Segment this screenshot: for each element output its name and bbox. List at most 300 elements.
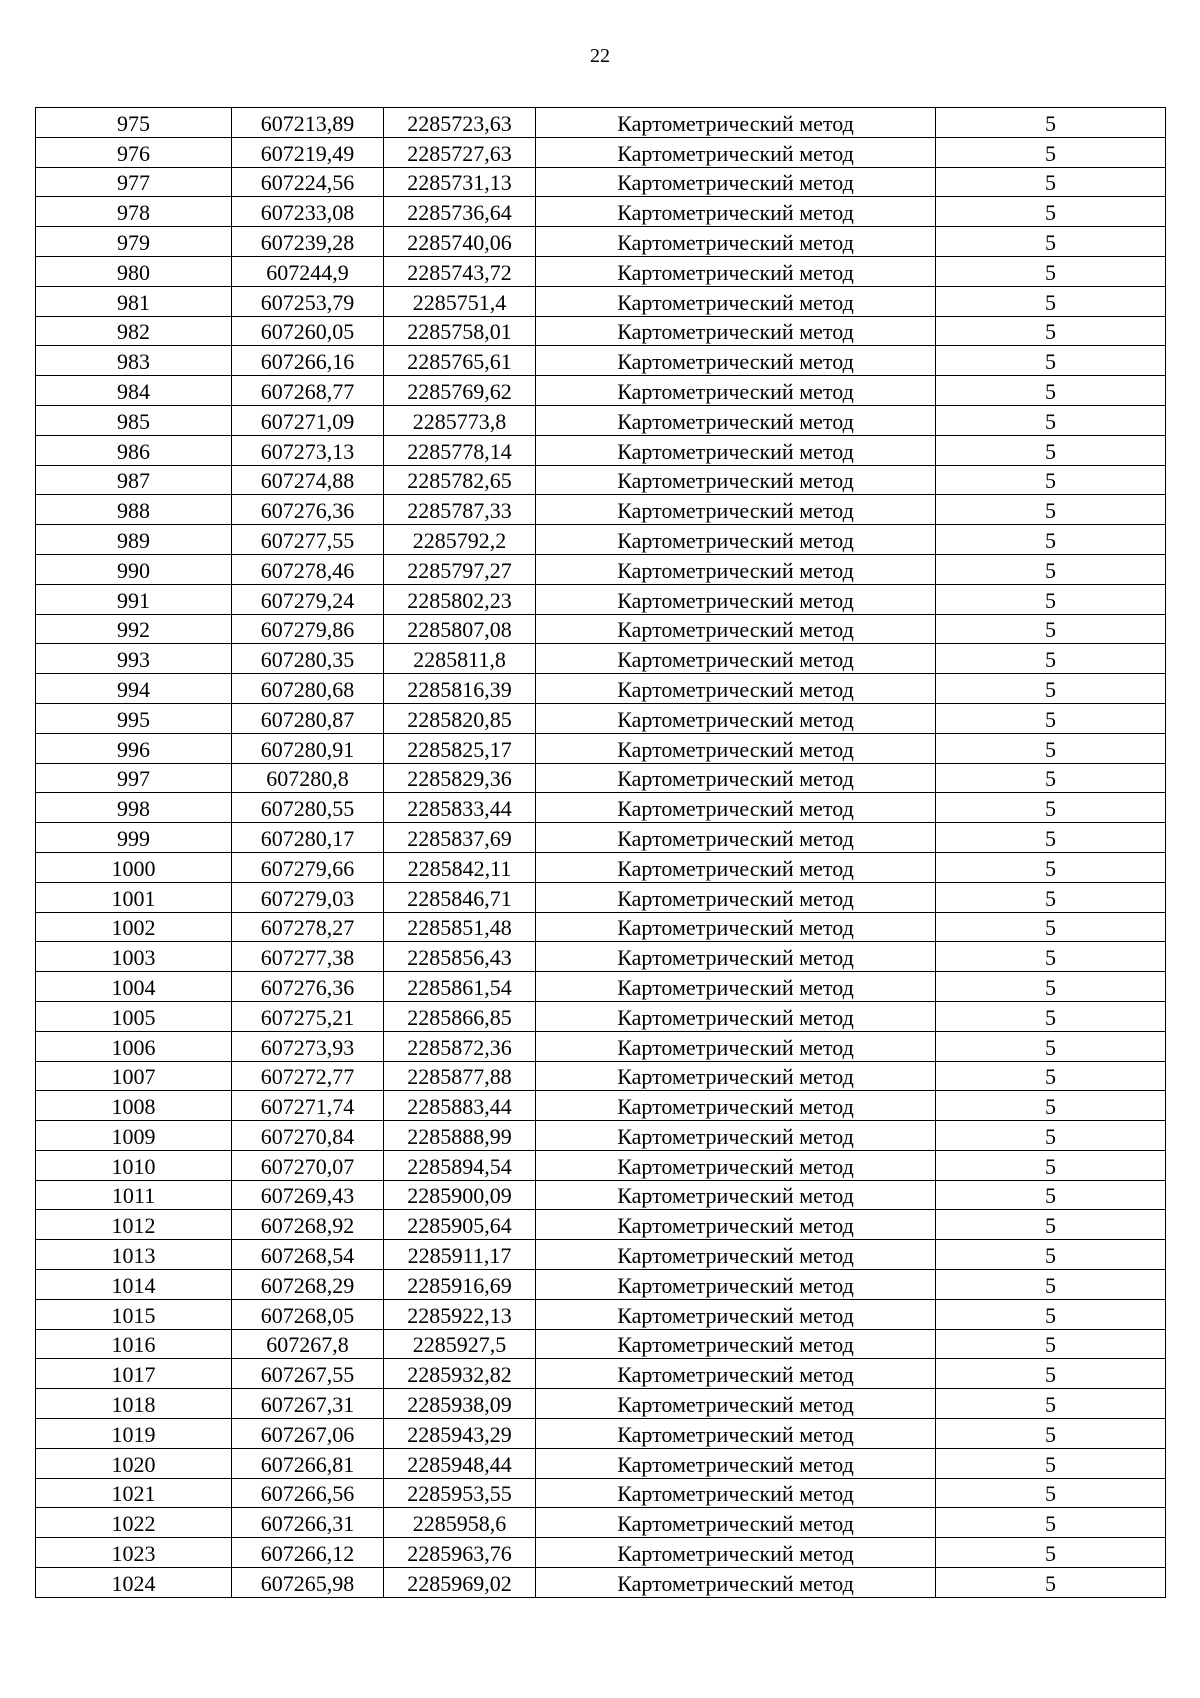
y-coordinate-cell: 2285856,43 (384, 942, 536, 972)
y-coordinate-cell: 2285922,13 (384, 1299, 536, 1329)
accuracy-cell: 5 (936, 1568, 1166, 1598)
accuracy-cell: 5 (936, 763, 1166, 793)
x-coordinate-cell: 607268,54 (232, 1240, 384, 1270)
point-number-cell: 976 (36, 137, 232, 167)
accuracy-cell: 5 (936, 972, 1166, 1002)
method-cell: Картометрический метод (536, 703, 936, 733)
y-coordinate-cell: 2285740,06 (384, 227, 536, 257)
accuracy-cell: 5 (936, 137, 1166, 167)
y-coordinate-cell: 2285782,65 (384, 465, 536, 495)
y-coordinate-cell: 2285948,44 (384, 1448, 536, 1478)
method-cell: Картометрический метод (536, 197, 936, 227)
coordinates-table (35, 107, 1166, 1598)
method-cell: Картометрический метод (536, 525, 936, 555)
x-coordinate-cell: 607239,28 (232, 227, 384, 257)
y-coordinate-cell: 2285963,76 (384, 1538, 536, 1568)
table-row (36, 942, 1166, 972)
method-cell: Картометрический метод (536, 1568, 936, 1598)
point-number-cell: 998 (36, 793, 232, 823)
method-cell: Картометрический метод (536, 1448, 936, 1478)
accuracy-cell: 5 (936, 227, 1166, 257)
x-coordinate-cell: 607260,05 (232, 316, 384, 346)
y-coordinate-cell: 2285932,82 (384, 1359, 536, 1389)
table-row (36, 852, 1166, 882)
point-number-cell: 984 (36, 376, 232, 406)
point-number-cell: 978 (36, 197, 232, 227)
accuracy-cell: 5 (936, 1419, 1166, 1449)
table-row (36, 1389, 1166, 1419)
table-row (36, 256, 1166, 286)
x-coordinate-cell: 607280,8 (232, 763, 384, 793)
table-row (36, 1001, 1166, 1031)
point-number-cell: 1013 (36, 1240, 232, 1270)
table-row (36, 405, 1166, 435)
accuracy-cell: 5 (936, 912, 1166, 942)
point-number-cell: 989 (36, 525, 232, 555)
point-number-cell: 1015 (36, 1299, 232, 1329)
table-row (36, 644, 1166, 674)
point-number-cell: 975 (36, 108, 232, 138)
y-coordinate-cell: 2285833,44 (384, 793, 536, 823)
y-coordinate-cell: 2285872,36 (384, 1031, 536, 1061)
y-coordinate-cell: 2285851,48 (384, 912, 536, 942)
x-coordinate-cell: 607273,93 (232, 1031, 384, 1061)
method-cell: Картометрический метод (536, 256, 936, 286)
method-cell: Картометрический метод (536, 972, 936, 1002)
point-number-cell: 995 (36, 703, 232, 733)
method-cell: Картометрический метод (536, 1001, 936, 1031)
table-row (36, 1091, 1166, 1121)
x-coordinate-cell: 607272,77 (232, 1061, 384, 1091)
point-number-cell: 997 (36, 763, 232, 793)
y-coordinate-cell: 2285866,85 (384, 1001, 536, 1031)
y-coordinate-cell: 2285911,17 (384, 1240, 536, 1270)
x-coordinate-cell: 607280,17 (232, 823, 384, 853)
accuracy-cell: 5 (936, 823, 1166, 853)
y-coordinate-cell: 2285825,17 (384, 733, 536, 763)
point-number-cell: 1009 (36, 1121, 232, 1151)
point-number-cell: 1006 (36, 1031, 232, 1061)
y-coordinate-cell: 2285861,54 (384, 972, 536, 1002)
point-number-cell: 990 (36, 554, 232, 584)
y-coordinate-cell: 2285894,54 (384, 1150, 536, 1180)
method-cell: Картометрический метод (536, 1270, 936, 1300)
point-number-cell: 1004 (36, 972, 232, 1002)
coordinates-table-body (36, 108, 1166, 1598)
accuracy-cell: 5 (936, 1478, 1166, 1508)
table-row (36, 554, 1166, 584)
accuracy-cell: 5 (936, 316, 1166, 346)
x-coordinate-cell: 607274,88 (232, 465, 384, 495)
y-coordinate-cell: 2285797,27 (384, 554, 536, 584)
x-coordinate-cell: 607224,56 (232, 167, 384, 197)
table-row (36, 1508, 1166, 1538)
x-coordinate-cell: 607268,77 (232, 376, 384, 406)
x-coordinate-cell: 607277,55 (232, 525, 384, 555)
method-cell: Картометрический метод (536, 1061, 936, 1091)
accuracy-cell: 5 (936, 882, 1166, 912)
method-cell: Картометрический метод (536, 1121, 936, 1151)
x-coordinate-cell: 607265,98 (232, 1568, 384, 1598)
table-row (36, 376, 1166, 406)
x-coordinate-cell: 607219,49 (232, 137, 384, 167)
y-coordinate-cell: 2285751,4 (384, 286, 536, 316)
table-row (36, 227, 1166, 257)
method-cell: Картометрический метод (536, 823, 936, 853)
method-cell: Картометрический метод (536, 316, 936, 346)
x-coordinate-cell: 607267,8 (232, 1329, 384, 1359)
table-row (36, 793, 1166, 823)
y-coordinate-cell: 2285773,8 (384, 405, 536, 435)
table-row (36, 346, 1166, 376)
table-row (36, 495, 1166, 525)
method-cell: Картометрический метод (536, 137, 936, 167)
x-coordinate-cell: 607266,16 (232, 346, 384, 376)
method-cell: Картометрический метод (536, 1389, 936, 1419)
point-number-cell: 996 (36, 733, 232, 763)
x-coordinate-cell: 607270,07 (232, 1150, 384, 1180)
accuracy-cell: 5 (936, 1210, 1166, 1240)
point-number-cell: 1016 (36, 1329, 232, 1359)
accuracy-cell: 5 (936, 525, 1166, 555)
x-coordinate-cell: 607267,06 (232, 1419, 384, 1449)
y-coordinate-cell: 2285820,85 (384, 703, 536, 733)
y-coordinate-cell: 2285943,29 (384, 1419, 536, 1449)
accuracy-cell: 5 (936, 1270, 1166, 1300)
table-row (36, 584, 1166, 614)
method-cell: Картометрический метод (536, 1329, 936, 1359)
point-number-cell: 980 (36, 256, 232, 286)
accuracy-cell: 5 (936, 1180, 1166, 1210)
accuracy-cell: 5 (936, 1359, 1166, 1389)
table-row (36, 1419, 1166, 1449)
point-number-cell: 999 (36, 823, 232, 853)
method-cell: Картометрический метод (536, 852, 936, 882)
x-coordinate-cell: 607279,24 (232, 584, 384, 614)
point-number-cell: 986 (36, 435, 232, 465)
table-row (36, 1121, 1166, 1151)
accuracy-cell: 5 (936, 1448, 1166, 1478)
table-row (36, 1210, 1166, 1240)
x-coordinate-cell: 607267,31 (232, 1389, 384, 1419)
x-coordinate-cell: 607276,36 (232, 972, 384, 1002)
table-row (36, 703, 1166, 733)
table-row (36, 1240, 1166, 1270)
x-coordinate-cell: 607268,05 (232, 1299, 384, 1329)
x-coordinate-cell: 607279,66 (232, 852, 384, 882)
y-coordinate-cell: 2285900,09 (384, 1180, 536, 1210)
x-coordinate-cell: 607271,09 (232, 405, 384, 435)
table-row (36, 465, 1166, 495)
accuracy-cell: 5 (936, 346, 1166, 376)
x-coordinate-cell: 607268,92 (232, 1210, 384, 1240)
accuracy-cell: 5 (936, 1299, 1166, 1329)
method-cell: Картометрический метод (536, 1478, 936, 1508)
method-cell: Картометрический метод (536, 793, 936, 823)
table-row (36, 137, 1166, 167)
table-row (36, 823, 1166, 853)
table-row (36, 197, 1166, 227)
method-cell: Картометрический метод (536, 227, 936, 257)
x-coordinate-cell: 607266,81 (232, 1448, 384, 1478)
point-number-cell: 1010 (36, 1150, 232, 1180)
point-number-cell: 979 (36, 227, 232, 257)
point-number-cell: 1018 (36, 1389, 232, 1419)
method-cell: Картометрический метод (536, 882, 936, 912)
point-number-cell: 993 (36, 644, 232, 674)
y-coordinate-cell: 2285877,88 (384, 1061, 536, 1091)
accuracy-cell: 5 (936, 1031, 1166, 1061)
y-coordinate-cell: 2285837,69 (384, 823, 536, 853)
method-cell: Картометрический метод (536, 1508, 936, 1538)
point-number-cell: 1024 (36, 1568, 232, 1598)
point-number-cell: 981 (36, 286, 232, 316)
y-coordinate-cell: 2285842,11 (384, 852, 536, 882)
table-row (36, 972, 1166, 1002)
method-cell: Картометрический метод (536, 1180, 936, 1210)
x-coordinate-cell: 607278,27 (232, 912, 384, 942)
point-number-cell: 1005 (36, 1001, 232, 1031)
y-coordinate-cell: 2285969,02 (384, 1568, 536, 1598)
accuracy-cell: 5 (936, 1091, 1166, 1121)
method-cell: Картометрический метод (536, 674, 936, 704)
method-cell: Картометрический метод (536, 1031, 936, 1061)
method-cell: Картометрический метод (536, 1210, 936, 1240)
point-number-cell: 1007 (36, 1061, 232, 1091)
accuracy-cell: 5 (936, 435, 1166, 465)
table-row (36, 1150, 1166, 1180)
method-cell: Картометрический метод (536, 1538, 936, 1568)
accuracy-cell: 5 (936, 197, 1166, 227)
x-coordinate-cell: 607213,89 (232, 108, 384, 138)
y-coordinate-cell: 2285792,2 (384, 525, 536, 555)
accuracy-cell: 5 (936, 256, 1166, 286)
accuracy-cell: 5 (936, 674, 1166, 704)
y-coordinate-cell: 2285743,72 (384, 256, 536, 286)
x-coordinate-cell: 607280,91 (232, 733, 384, 763)
method-cell: Картометрический метод (536, 554, 936, 584)
x-coordinate-cell: 607280,87 (232, 703, 384, 733)
accuracy-cell: 5 (936, 793, 1166, 823)
table-row (36, 1359, 1166, 1389)
x-coordinate-cell: 607266,56 (232, 1478, 384, 1508)
accuracy-cell: 5 (936, 1061, 1166, 1091)
point-number-cell: 1012 (36, 1210, 232, 1240)
accuracy-cell: 5 (936, 703, 1166, 733)
y-coordinate-cell: 2285736,64 (384, 197, 536, 227)
y-coordinate-cell: 2285888,99 (384, 1121, 536, 1151)
point-number-cell: 1003 (36, 942, 232, 972)
y-coordinate-cell: 2285927,5 (384, 1329, 536, 1359)
method-cell: Картометрический метод (536, 1091, 936, 1121)
table-row (36, 435, 1166, 465)
method-cell: Картометрический метод (536, 108, 936, 138)
point-number-cell: 1000 (36, 852, 232, 882)
method-cell: Картометрический метод (536, 376, 936, 406)
x-coordinate-cell: 607244,9 (232, 256, 384, 286)
accuracy-cell: 5 (936, 376, 1166, 406)
y-coordinate-cell: 2285758,01 (384, 316, 536, 346)
method-cell: Картометрический метод (536, 942, 936, 972)
y-coordinate-cell: 2285727,63 (384, 137, 536, 167)
y-coordinate-cell: 2285883,44 (384, 1091, 536, 1121)
method-cell: Картометрический метод (536, 1299, 936, 1329)
method-cell: Картометрический метод (536, 614, 936, 644)
method-cell: Картометрический метод (536, 1359, 936, 1389)
x-coordinate-cell: 607280,68 (232, 674, 384, 704)
x-coordinate-cell: 607273,13 (232, 435, 384, 465)
accuracy-cell: 5 (936, 733, 1166, 763)
accuracy-cell: 5 (936, 286, 1166, 316)
point-number-cell: 1020 (36, 1448, 232, 1478)
x-coordinate-cell: 607233,08 (232, 197, 384, 227)
accuracy-cell: 5 (936, 495, 1166, 525)
y-coordinate-cell: 2285731,13 (384, 167, 536, 197)
x-coordinate-cell: 607275,21 (232, 1001, 384, 1031)
y-coordinate-cell: 2285811,8 (384, 644, 536, 674)
point-number-cell: 1021 (36, 1478, 232, 1508)
accuracy-cell: 5 (936, 942, 1166, 972)
accuracy-cell: 5 (936, 108, 1166, 138)
accuracy-cell: 5 (936, 554, 1166, 584)
accuracy-cell: 5 (936, 1001, 1166, 1031)
point-number-cell: 1011 (36, 1180, 232, 1210)
table-row (36, 1538, 1166, 1568)
accuracy-cell: 5 (936, 584, 1166, 614)
method-cell: Картометрический метод (536, 167, 936, 197)
table-row (36, 1180, 1166, 1210)
y-coordinate-cell: 2285778,14 (384, 435, 536, 465)
accuracy-cell: 5 (936, 1508, 1166, 1538)
accuracy-cell: 5 (936, 1538, 1166, 1568)
point-number-cell: 1008 (36, 1091, 232, 1121)
point-number-cell: 983 (36, 346, 232, 376)
method-cell: Картометрический метод (536, 763, 936, 793)
accuracy-cell: 5 (936, 405, 1166, 435)
table-row (36, 525, 1166, 555)
x-coordinate-cell: 607268,29 (232, 1270, 384, 1300)
table-row (36, 1478, 1166, 1508)
y-coordinate-cell: 2285953,55 (384, 1478, 536, 1508)
method-cell: Картометрический метод (536, 733, 936, 763)
table-row (36, 1031, 1166, 1061)
x-coordinate-cell: 607276,36 (232, 495, 384, 525)
accuracy-cell: 5 (936, 852, 1166, 882)
point-number-cell: 1002 (36, 912, 232, 942)
table-row (36, 912, 1166, 942)
method-cell: Картометрический метод (536, 495, 936, 525)
point-number-cell: 988 (36, 495, 232, 525)
method-cell: Картометрический метод (536, 1419, 936, 1449)
accuracy-cell: 5 (936, 1240, 1166, 1270)
x-coordinate-cell: 607280,55 (232, 793, 384, 823)
table-row (36, 1270, 1166, 1300)
table-row (36, 674, 1166, 704)
y-coordinate-cell: 2285769,62 (384, 376, 536, 406)
point-number-cell: 992 (36, 614, 232, 644)
y-coordinate-cell: 2285816,39 (384, 674, 536, 704)
x-coordinate-cell: 607269,43 (232, 1180, 384, 1210)
table-row (36, 1568, 1166, 1598)
table-row (36, 316, 1166, 346)
method-cell: Картометрический метод (536, 1240, 936, 1270)
table-row (36, 108, 1166, 138)
x-coordinate-cell: 607279,86 (232, 614, 384, 644)
table-row (36, 763, 1166, 793)
accuracy-cell: 5 (936, 465, 1166, 495)
accuracy-cell: 5 (936, 1389, 1166, 1419)
x-coordinate-cell: 607280,35 (232, 644, 384, 674)
point-number-cell: 977 (36, 167, 232, 197)
method-cell: Картометрический метод (536, 1150, 936, 1180)
point-number-cell: 987 (36, 465, 232, 495)
method-cell: Картометрический метод (536, 405, 936, 435)
method-cell: Картометрический метод (536, 644, 936, 674)
x-coordinate-cell: 607266,31 (232, 1508, 384, 1538)
accuracy-cell: 5 (936, 167, 1166, 197)
x-coordinate-cell: 607277,38 (232, 942, 384, 972)
x-coordinate-cell: 607253,79 (232, 286, 384, 316)
page-number: 22 (590, 45, 610, 67)
table-row (36, 614, 1166, 644)
x-coordinate-cell: 607267,55 (232, 1359, 384, 1389)
point-number-cell: 1022 (36, 1508, 232, 1538)
y-coordinate-cell: 2285802,23 (384, 584, 536, 614)
table-row (36, 1299, 1166, 1329)
table-row (36, 1061, 1166, 1091)
x-coordinate-cell: 607270,84 (232, 1121, 384, 1151)
y-coordinate-cell: 2285723,63 (384, 108, 536, 138)
x-coordinate-cell: 607266,12 (232, 1538, 384, 1568)
method-cell: Картометрический метод (536, 286, 936, 316)
y-coordinate-cell: 2285807,08 (384, 614, 536, 644)
accuracy-cell: 5 (936, 644, 1166, 674)
point-number-cell: 1017 (36, 1359, 232, 1389)
table-row (36, 286, 1166, 316)
method-cell: Картометрический метод (536, 465, 936, 495)
accuracy-cell: 5 (936, 1329, 1166, 1359)
y-coordinate-cell: 2285916,69 (384, 1270, 536, 1300)
accuracy-cell: 5 (936, 1121, 1166, 1151)
accuracy-cell: 5 (936, 1150, 1166, 1180)
x-coordinate-cell: 607271,74 (232, 1091, 384, 1121)
method-cell: Картометрический метод (536, 584, 936, 614)
y-coordinate-cell: 2285846,71 (384, 882, 536, 912)
table-row (36, 1448, 1166, 1478)
y-coordinate-cell: 2285765,61 (384, 346, 536, 376)
method-cell: Картометрический метод (536, 435, 936, 465)
accuracy-cell: 5 (936, 614, 1166, 644)
table-row (36, 733, 1166, 763)
point-number-cell: 1014 (36, 1270, 232, 1300)
table-row (36, 882, 1166, 912)
point-number-cell: 994 (36, 674, 232, 704)
y-coordinate-cell: 2285938,09 (384, 1389, 536, 1419)
table-row (36, 1329, 1166, 1359)
point-number-cell: 991 (36, 584, 232, 614)
point-number-cell: 1019 (36, 1419, 232, 1449)
y-coordinate-cell: 2285958,6 (384, 1508, 536, 1538)
y-coordinate-cell: 2285905,64 (384, 1210, 536, 1240)
point-number-cell: 985 (36, 405, 232, 435)
point-number-cell: 1001 (36, 882, 232, 912)
method-cell: Картометрический метод (536, 912, 936, 942)
method-cell: Картометрический метод (536, 346, 936, 376)
y-coordinate-cell: 2285787,33 (384, 495, 536, 525)
table-row (36, 167, 1166, 197)
x-coordinate-cell: 607278,46 (232, 554, 384, 584)
point-number-cell: 1023 (36, 1538, 232, 1568)
